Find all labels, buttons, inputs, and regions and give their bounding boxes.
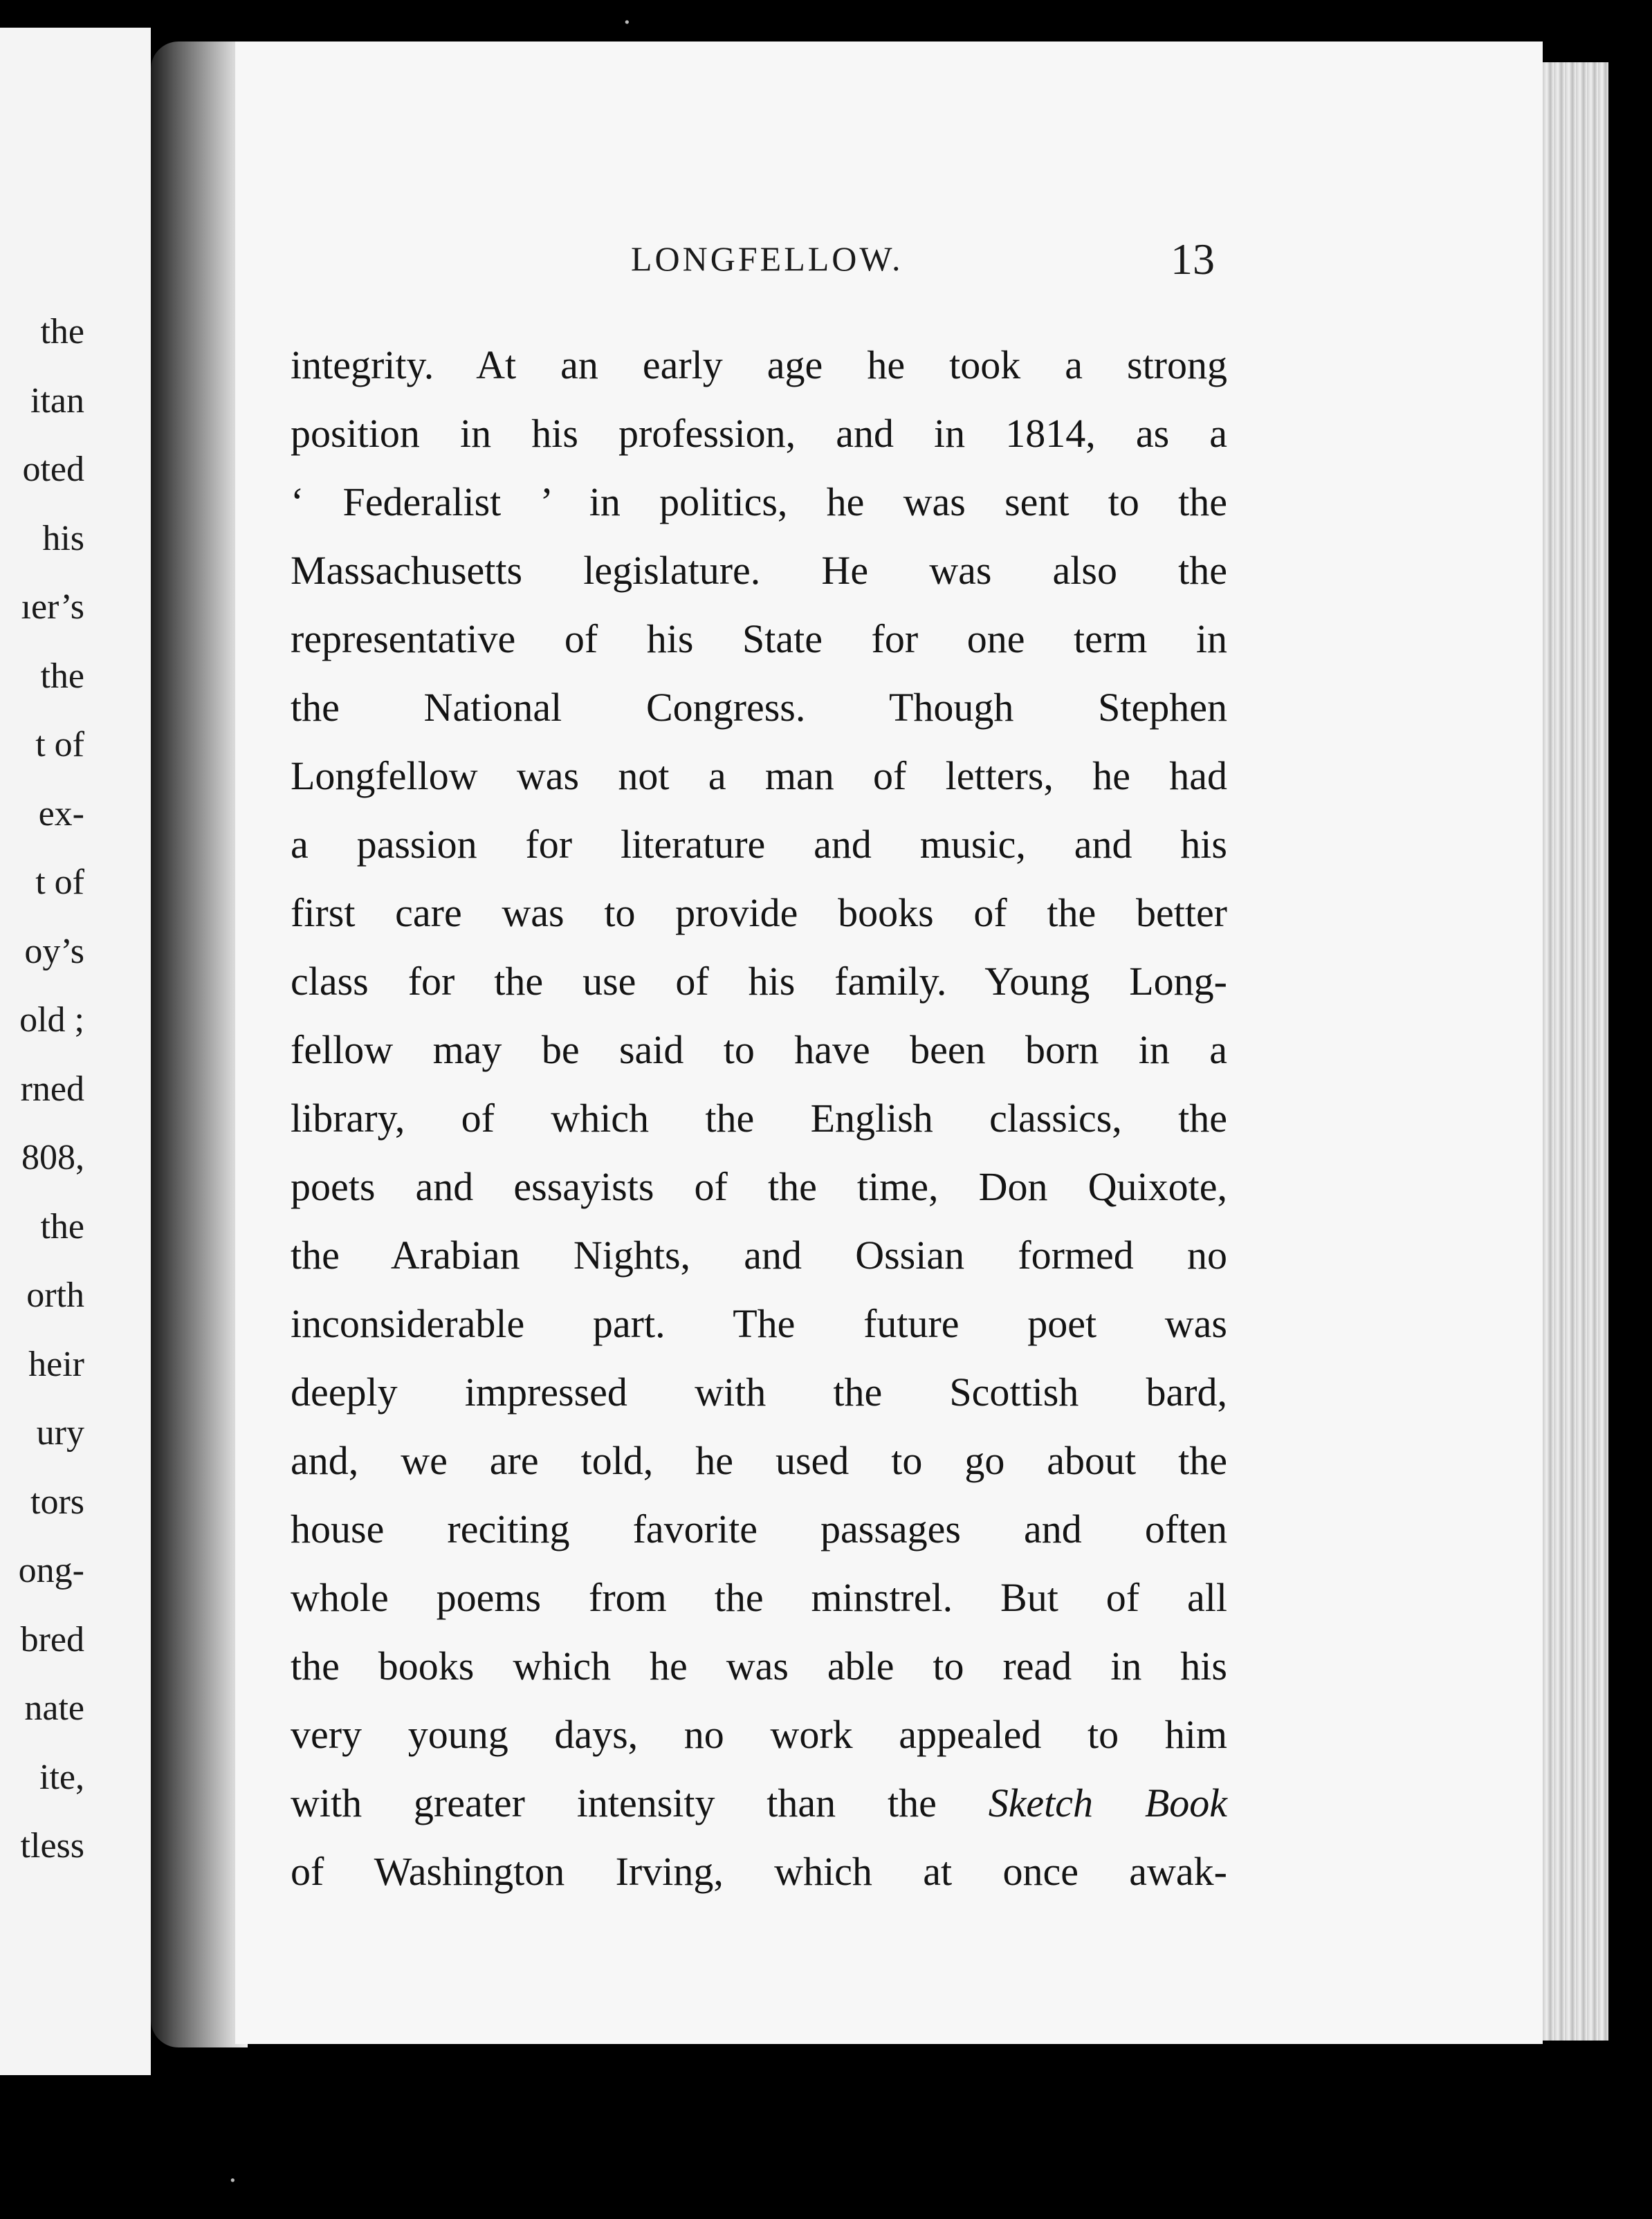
body-line: fellow may be said to have been born in a: [291, 1027, 1227, 1072]
body-line: integrity. At an early age he took a strong: [291, 342, 1227, 387]
body-line: library, of which the English classics, the: [291, 1096, 1227, 1141]
facing-page-line-end: nate: [24, 1688, 84, 1728]
facing-page-line-end: the: [40, 1206, 84, 1246]
body-line: house reciting favorite passages and often: [291, 1507, 1227, 1552]
facing-page-line-end: heir: [28, 1344, 84, 1384]
body-line: position in his profession, and in 1814, as a: [291, 411, 1227, 456]
body-line: the Arabian Nights, and Ossian formed no: [291, 1233, 1227, 1278]
body-line: ‘ Federalist ’ in politics, he was sent to the: [291, 479, 1227, 524]
body-line: poets and essayists of the time, Don Quixote,: [291, 1164, 1227, 1209]
body-line: representative of his State for one term in: [291, 616, 1227, 661]
facing-page-line-end: the: [40, 656, 84, 696]
body-line-text: with greater intensity than the: [291, 1780, 937, 1825]
scan-speck: ·: [623, 7, 632, 39]
gutter-shadow: [151, 42, 248, 2047]
facing-page-line-end: orth: [26, 1276, 84, 1315]
facing-page-line-end: tors: [30, 1482, 84, 1522]
facing-page-line-end: the: [40, 312, 84, 351]
body-line: whole poems from the minstrel. But of all: [291, 1575, 1227, 1620]
running-head: LONGFELLOW.: [631, 239, 903, 278]
body-line: the National Congress. Though Stephen: [291, 685, 1227, 730]
body-line-with-title: [291, 1769, 1227, 1837]
body-line: the books which he was able to read in his: [291, 1643, 1227, 1688]
body-line: inconsiderable part. The future poet was: [291, 1301, 1227, 1346]
facing-page-line-end: his: [42, 518, 84, 558]
facing-page-line-end: oted: [22, 450, 84, 489]
facing-page-line-end: ıer’s: [21, 587, 84, 627]
facing-page-line-end: ong-: [18, 1551, 84, 1590]
body-line: first care was to provide books of the better: [291, 890, 1227, 935]
body-text: [291, 331, 1227, 1906]
facing-page: [0, 28, 151, 2075]
facing-page-line-end: t of: [35, 725, 84, 764]
body-line: deeply impressed with the Scottish bard,: [291, 1370, 1227, 1415]
facing-page-line-end: oy’s: [24, 931, 84, 971]
facing-page-line-end: rned: [20, 1069, 84, 1109]
body-line: and, we are told, he used to go about the: [291, 1438, 1227, 1483]
body-line: a passion for literature and music, and his: [291, 822, 1227, 867]
facing-page-line-end: itan: [30, 380, 84, 421]
body-line: of Washington Irving, which at once awak-: [291, 1849, 1227, 1894]
scan-speck: ·: [228, 2165, 237, 2197]
facing-page-line-end: old ;: [19, 1000, 84, 1040]
body-line: very young days, no work appealed to him: [291, 1712, 1227, 1757]
page-number: 13: [1171, 234, 1215, 284]
body-line: Massachusetts legislature. He was also the: [291, 548, 1227, 593]
body-line: Longfellow was not a man of letters, he had: [291, 753, 1227, 798]
facing-page-line-end: ury: [36, 1413, 84, 1453]
facing-page-line-end: ite,: [39, 1757, 84, 1797]
page-edges: [1543, 62, 1608, 2041]
facing-page-line-end: ex-: [38, 793, 84, 834]
facing-page-line-end: bred: [20, 1619, 84, 1659]
facing-page-line-end: 808,: [21, 1138, 84, 1177]
facing-page-line-end: t of: [35, 863, 84, 902]
facing-page-line-end: tless: [20, 1826, 84, 1866]
book-title-italic: Sketch Book: [988, 1780, 1228, 1825]
body-line: class for the use of his family. Young Long-: [291, 959, 1227, 1004]
